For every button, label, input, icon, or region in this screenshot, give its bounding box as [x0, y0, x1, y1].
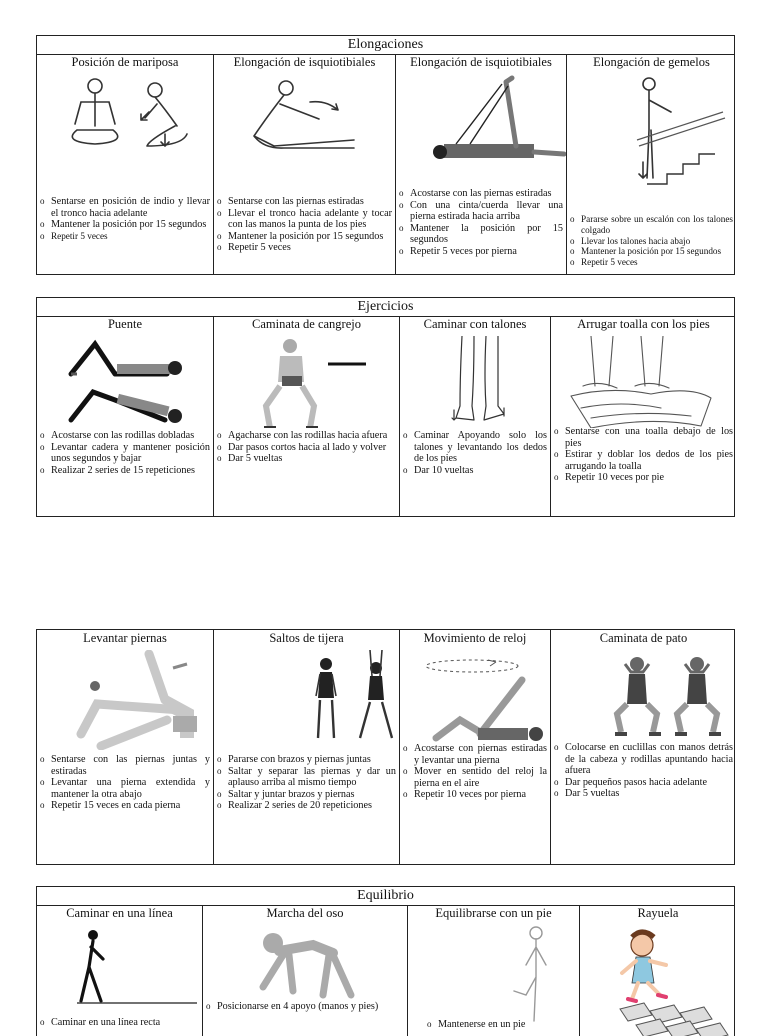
one-leg-balance-illustration — [408, 925, 579, 1025]
card-title: Puente — [107, 317, 143, 331]
bullet: o Repetir 5 veces por pierna — [398, 246, 563, 258]
bullet: o Levantar una pierna extendida y mantener la otra abajo — [39, 777, 210, 800]
bullet: o Saltar y separar las piernas y dar un aplauso arriba al mismo tiempo — [216, 766, 396, 789]
bullet: o Realizar 2 series de 20 repeticiones — [216, 800, 396, 812]
bullet: o Dar pequeños pasos hacia adelante — [553, 777, 733, 789]
bullet: o Caminar en una línea recta — [39, 1017, 199, 1029]
card-title: Elongación de isquiotibiales — [410, 55, 552, 69]
card-title: Rayuela — [637, 906, 679, 920]
bullet: o Estirar y doblar los dedos de los pies arrugando la toalla — [553, 449, 733, 472]
bullet: o Acostarse con piernas estiradas y levantar una pierna — [402, 743, 547, 766]
bullet: o Caminar Apoyando solo los talones y levantando los dedos de los pies — [402, 430, 547, 465]
card-movimiento-reloj — [400, 630, 551, 864]
bullet: o Acostarse con las piernas estiradas — [398, 188, 563, 200]
section-title: Ejercicios — [37, 298, 734, 317]
section-ejercicios — [36, 297, 735, 517]
seated-hamstring-illustration — [214, 74, 395, 174]
card-title: Saltos de tijera — [269, 631, 344, 645]
card-caminata-cangrejo — [214, 316, 400, 516]
bullet: o Levantar cadera y mantener posición unos segundos y bajar — [39, 442, 210, 465]
bullet: o Mantener la posición por 15 segundos — [569, 246, 733, 257]
card-title: Caminar con talones — [423, 317, 527, 331]
crab-walk-illustration — [214, 336, 399, 428]
card-rayuela — [580, 905, 736, 1036]
bullet: o Mover en sentido del reloj la pierna en el aire — [402, 766, 547, 789]
card-title: Posición de mariposa — [71, 55, 179, 69]
bullet: o Pararse con brazos y piernas juntas — [216, 754, 396, 766]
duck-walk-illustration — [551, 650, 736, 740]
bullet: o Saltar y juntar brazos y piernas — [216, 789, 396, 801]
card-puente — [37, 316, 214, 516]
card-levantar-piernas — [37, 630, 214, 864]
bullet: o Repetir 5 veces — [569, 257, 733, 268]
card-title: Elongación de isquiotibiales — [233, 55, 376, 69]
bullet: o Repetir 10 veces por pie — [553, 472, 733, 484]
card-caminata-pato — [551, 630, 736, 864]
bullet: o Mantenerse en un pie — [426, 1019, 576, 1031]
bullet: o Sentarse con las piernas estiradas — [216, 196, 392, 208]
card-caminar-linea — [37, 905, 203, 1036]
bullet: o Repetir 5 veces — [39, 231, 210, 242]
card-title: Arrugar toalla con los pies — [577, 317, 710, 331]
card-gemelos — [567, 54, 736, 274]
bullet: o Repetir 5 veces — [216, 242, 392, 254]
card-arrugar-toalla — [551, 316, 736, 516]
bullet: o Agacharse con las rodillas hacia afuera — [216, 430, 396, 442]
card-title: Movimiento de reloj — [423, 631, 527, 645]
bear-crawl-illustration — [203, 925, 407, 1001]
card-title: Caminata de cangrejo — [252, 317, 361, 331]
bullet: o Realizar 2 series de 15 repeticiones — [39, 465, 210, 477]
card-title: Caminar en una línea — [66, 906, 173, 920]
bullet: o Llevar los talones hacia abajo — [569, 236, 733, 247]
calf-stretch-stairs-illustration — [567, 74, 736, 204]
card-isquiotibiales-sentado — [214, 54, 396, 274]
bullet: o Dar 10 vueltas — [402, 465, 547, 477]
bullet: o Posicionarse en 4 apoyo (manos y pies) — [205, 1001, 404, 1013]
card-title: Levantar piernas — [83, 631, 167, 645]
card-title: Elongación de gemelos — [593, 55, 710, 69]
bullet: o Sentarse en posición de indio y llevar el tronco hacia adelante — [39, 196, 210, 219]
bullet: o Repetir 15 veces en cada pierna — [39, 800, 210, 812]
bullet: o Mantener la posición por 15 segundos — [216, 231, 392, 243]
section-equilibrio — [36, 886, 735, 1036]
bullet: o Sentarse con las piernas juntas y estiradas — [39, 754, 210, 777]
card-title: Caminata de pato — [599, 631, 688, 645]
bullet: o Dar 5 vueltas — [553, 788, 733, 800]
line-walk-illustration — [37, 925, 202, 1007]
bullet: o Pararse sobre un escalón con los talones colgado — [569, 214, 733, 236]
section-title: Elongaciones — [37, 36, 734, 55]
bullet: o Acostarse con las rodillas dobladas — [39, 430, 210, 442]
card-saltos-tijera — [214, 630, 400, 864]
card-posicion-mariposa — [37, 54, 214, 274]
bullet: o Con una cinta/cuerda llevar una pierna estirada hacia arriba — [398, 200, 563, 223]
bullet: o Dar 5 vueltas — [216, 453, 396, 465]
butterfly-stretch-illustration — [37, 74, 213, 174]
bullet: o Sentarse con una toalla debajo de los pies — [553, 426, 733, 449]
bullet: o Llevar el tronco hacia adelante y tocar con las manos la punta de los pies — [216, 208, 392, 231]
bullet: o Mantener la posición por 15 segundos — [39, 219, 210, 231]
card-title: Marcha del oso — [266, 906, 344, 920]
jumping-jacks-illustration — [214, 650, 399, 750]
bullet: o Dar pasos cortos hacia al lado y volver — [216, 442, 396, 454]
section-ejercicios-2 — [36, 629, 735, 865]
card-caminar-talones — [400, 316, 551, 516]
card-equilibrarse-un-pie — [408, 905, 580, 1036]
section-elongaciones — [36, 35, 735, 275]
heel-walk-illustration — [400, 336, 550, 428]
bullet: o Repetir 10 veces por pierna — [402, 789, 547, 801]
bridge-illustration — [37, 336, 213, 428]
leg-raise-illustration — [37, 650, 213, 750]
clock-leg-circles-illustration — [400, 650, 550, 750]
hopscotch-illustration — [580, 925, 736, 1036]
bullet: o Colocarse en cuclillas con manos detrás de la cabeza y rodillas apuntando hacia afuera — [553, 742, 733, 777]
towel-scrunch-illustration — [551, 336, 736, 428]
card-marcha-oso — [203, 905, 408, 1036]
section-title: Equilibrio — [37, 887, 734, 906]
lying-strap-stretch-illustration — [396, 74, 566, 174]
bullet: o Mantener la posición por 15 segundos — [398, 223, 563, 246]
card-title: Equilibrarse con un pie — [435, 906, 552, 920]
card-isquiotibiales-acostado — [396, 54, 567, 274]
